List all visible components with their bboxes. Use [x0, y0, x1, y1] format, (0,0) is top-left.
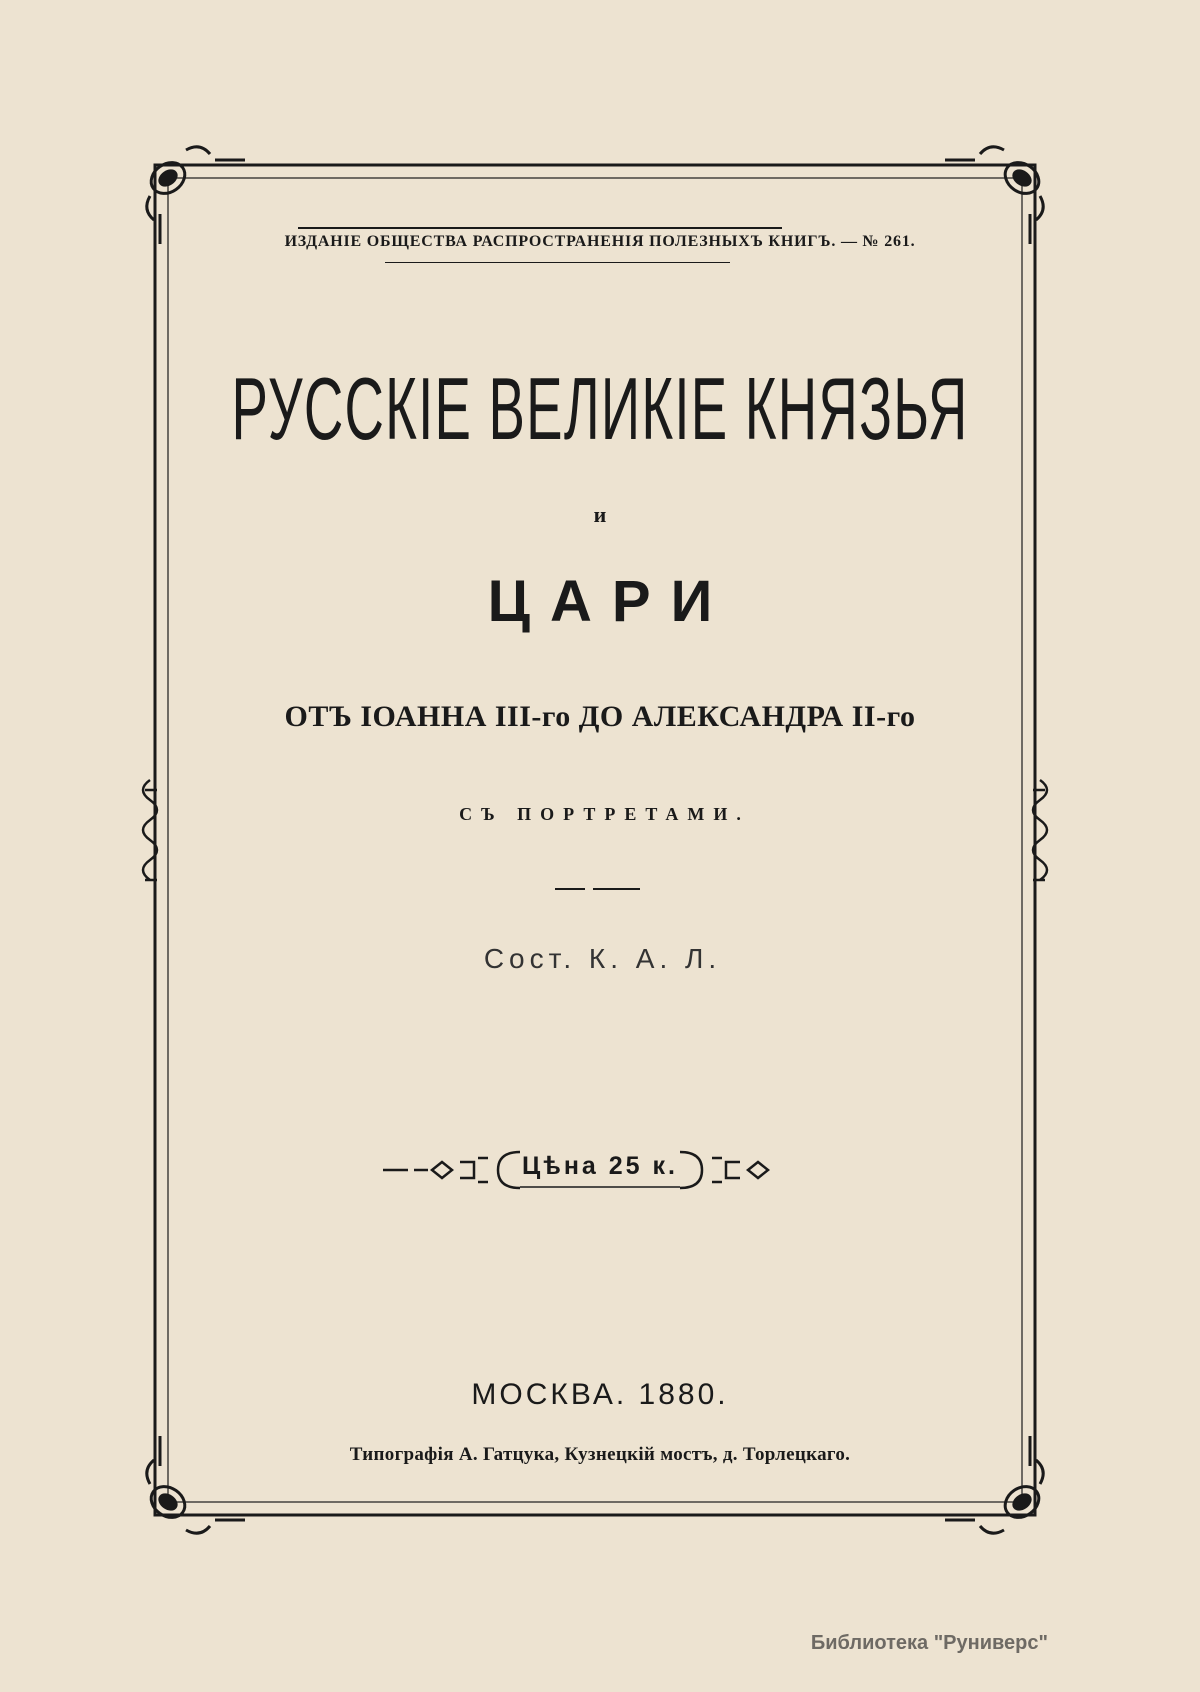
book-subtitle: ОТЪ ІОАННА III-го ДО АЛЕКСАНДРА II-го — [284, 700, 916, 733]
book-title: РУССКІЕ ВЕЛИКІЕ КНЯЗЬЯ — [231, 359, 969, 458]
series-rule-top — [298, 227, 782, 229]
corner-ornament-top-right — [945, 147, 1045, 244]
series-rule-bottom — [385, 262, 730, 263]
title-conjunction: и — [593, 502, 607, 527]
series-line: ИЗДАНІЕ ОБЩЕСТВА РАСПРОСТРАНЕНІЯ ПОЛЕЗНЫХЪ КНИГЪ. — № 261. — [284, 233, 916, 250]
portraits-note: СЪ ПОРТРЕТАМИ. — [459, 804, 750, 824]
corner-ornament-top-left — [145, 147, 245, 244]
compiler-line: Сост. К. А. Л. — [483, 943, 722, 974]
printer-line: Типографія А. Гатцука, Кузнецкій мостъ, д. Торлецкаго. — [349, 1444, 851, 1465]
library-watermark: Библиотека "Руниверс" — [810, 1632, 1048, 1654]
price-label: Цѣна 25 к. — [522, 1152, 678, 1180]
city-year: МОСКВА. 1880. — [471, 1378, 729, 1411]
book-title-second: ЦАРИ — [487, 569, 733, 634]
